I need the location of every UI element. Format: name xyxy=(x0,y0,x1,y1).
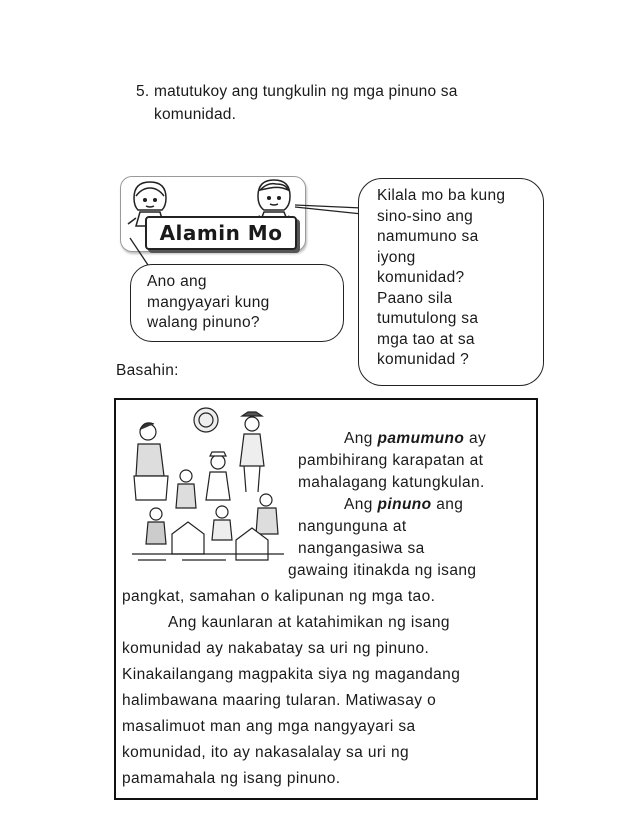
reading-line: pambihirang karapatan at xyxy=(298,452,484,469)
reading-line: nangunguna at xyxy=(298,518,407,535)
bubble-right-line: tumutulong sa xyxy=(377,310,479,327)
reading-line xyxy=(122,610,536,636)
bubble-right-line: komunidad? xyxy=(377,269,465,286)
objective-number: 5. xyxy=(136,83,150,100)
bubble-left-line: walang pinuno? xyxy=(147,314,260,331)
bubble-right-line: iyong xyxy=(377,248,416,266)
text-segment: Ang xyxy=(344,496,378,513)
reading-paragraph-intro xyxy=(298,428,534,560)
term-pamumuno: pamumuno xyxy=(377,430,465,447)
reading-line: pamamahala ng isang pinuno. xyxy=(122,770,341,787)
alamin-mo-label: Alamin Mo xyxy=(145,216,297,250)
basahin-heading: Basahin: xyxy=(116,362,179,379)
bubble-right-line: mga tao at sa xyxy=(377,330,475,348)
reading-line: masalimuot man ang mga nangyayari sa xyxy=(122,718,416,735)
objective-line-2: komunidad. xyxy=(154,106,237,123)
reading-paragraph-main xyxy=(122,558,536,792)
bubble-right-line: komunidad ? xyxy=(377,351,470,368)
bubble-right-line: Paano sila xyxy=(377,289,453,307)
speech-bubble-left xyxy=(130,264,344,342)
reading-line: komunidad, ito ay nakasalalay sa uri ng xyxy=(122,744,410,761)
bubble-left-line: Ano ang xyxy=(147,273,207,290)
objective-line-1: matutukoy ang tungkulin ng mga pinuno sa xyxy=(154,83,458,100)
reading-line xyxy=(298,494,534,516)
reading-line: pangkat, samahan o kalipunan ng mga tao. xyxy=(122,588,436,605)
reading-line: komunidad ay nakabatay sa uri ng pinuno. xyxy=(122,640,430,657)
bubble-right-line: namumuno sa xyxy=(377,228,479,245)
reading-line: gawaing itinakda ng isang xyxy=(288,562,477,579)
community-leaders-illustration xyxy=(126,404,290,564)
bubble-right-line: sino-sino ang xyxy=(377,207,474,225)
text-segment: ay xyxy=(464,430,487,447)
reading-line: Kinakailangang magpakita siya ng magandang xyxy=(122,666,461,683)
speech-bubble-right xyxy=(358,178,544,386)
bubble-left-line: mangyayari kung xyxy=(147,293,270,311)
bubble-right-line: Kilala mo ba kung xyxy=(377,187,506,204)
text-segment: Ang kaunlaran at katahimikan ng isang xyxy=(168,614,450,631)
reading-line: mahalagang katungkulan. xyxy=(298,474,485,491)
reading-line: nangangasiwa sa xyxy=(298,540,425,557)
term-pinuno: pinuno xyxy=(377,496,432,513)
reading-line xyxy=(298,428,534,450)
text-segment: Ang xyxy=(344,430,378,447)
reading-line: halimbawana maaring tularan. Matiwasay o xyxy=(122,692,437,709)
text-segment: ang xyxy=(431,496,464,513)
